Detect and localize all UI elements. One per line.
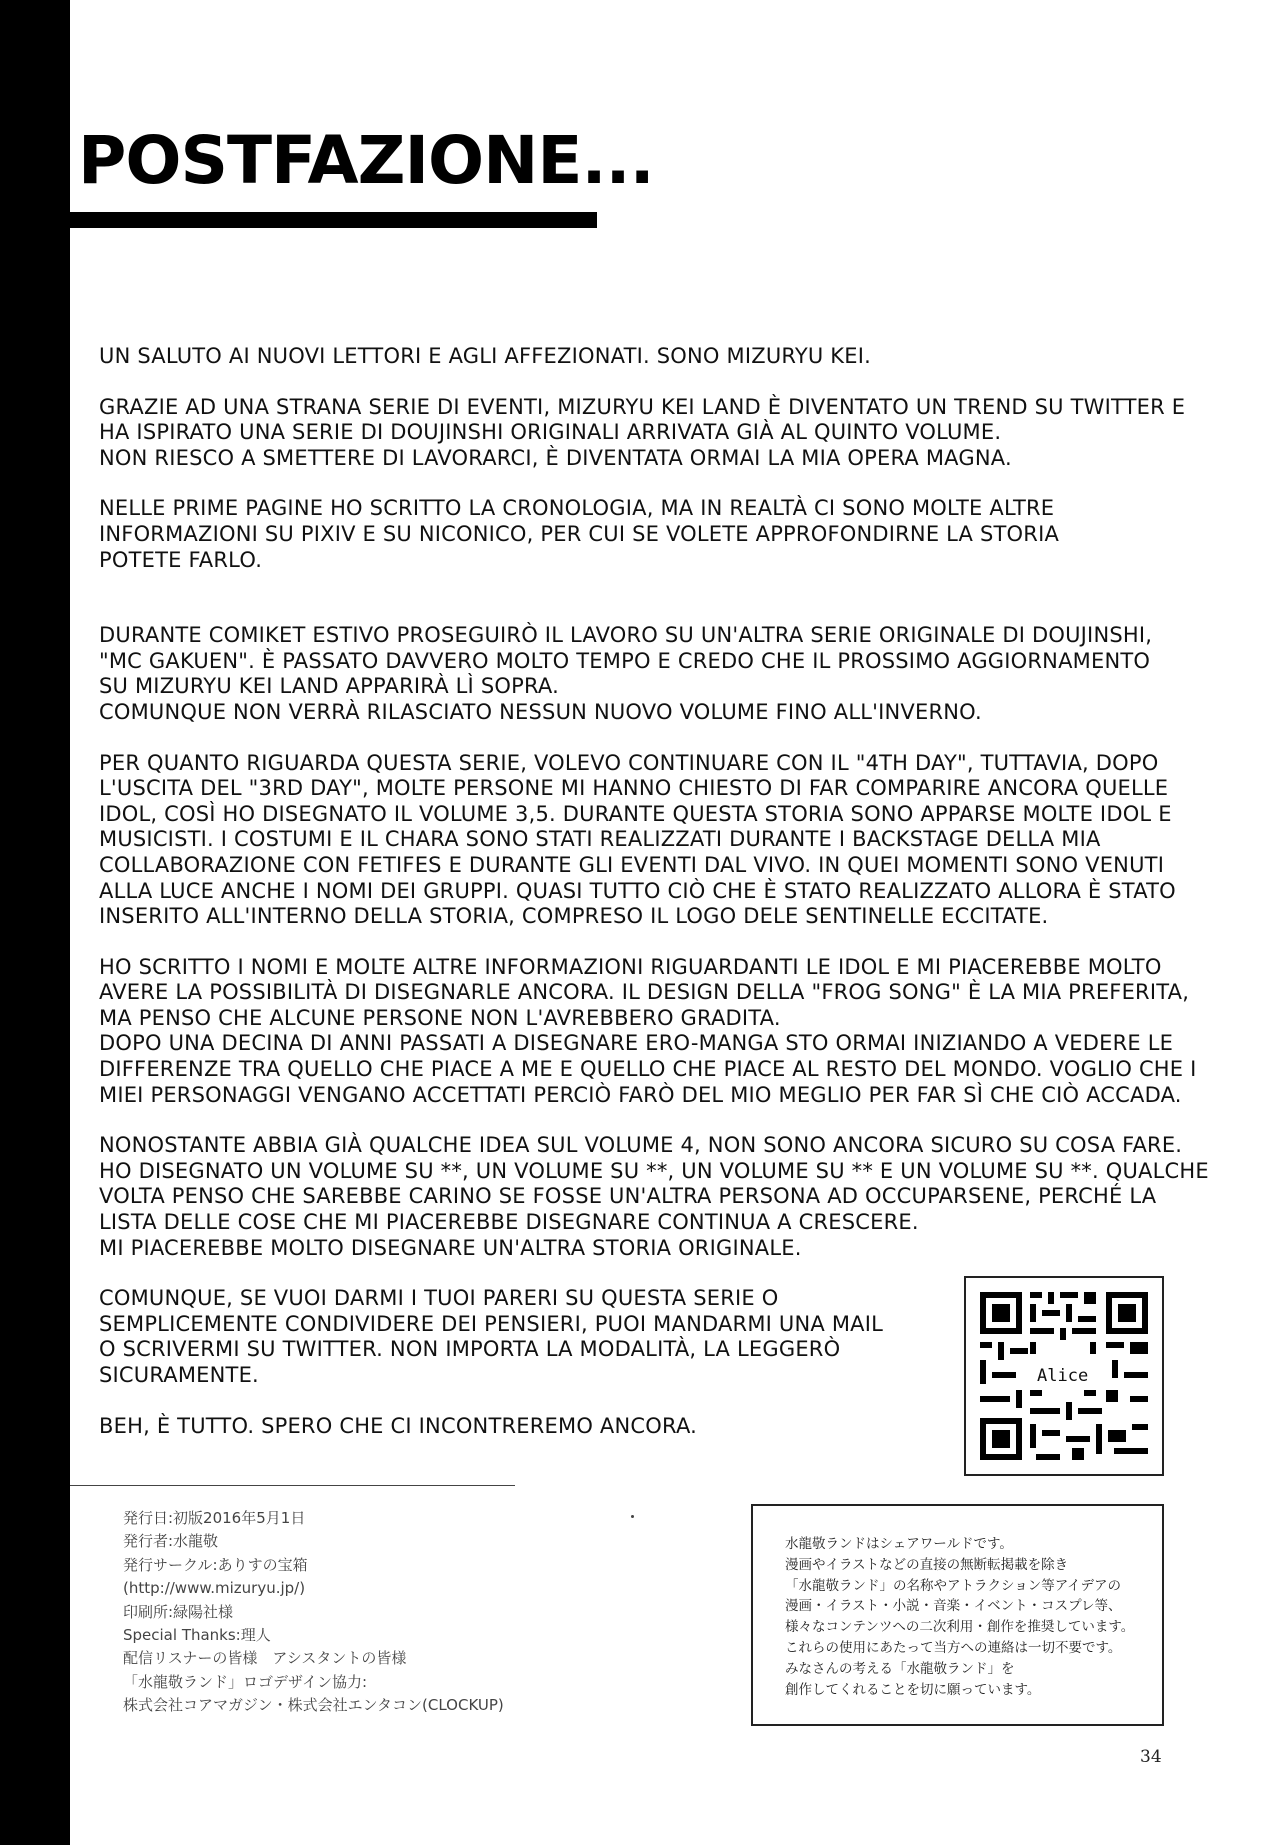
notice-line: 「水龍敬ランド」の名称やアトラクション等アイデアの: [785, 1577, 1122, 1594]
page-number: 34: [1140, 1747, 1162, 1767]
paragraph: NONOSTANTE ABBIA GIÀ QUALCHE IDEA SUL VOLUME 4, NON SONO ANCORA SICURO SU COSA FARE. HO DISEGNATO UN VOLUME SU **, UN VOLUME SU **, UN VOLUME SU ** E UN VOLUME SU **. QUALCHE VOLTA PENSO CHE SAREBBE CARINO SE FOSSE UN'ALTRA PERSONA AD OCCUPARSENE, PERCHÉ LA LISTA DELLE COSE CHE MI PIACEREBBE DISEGNARE CONTINUA A CRESCERE. MI PIACEREBBE MOLTO DISEGNARE UN'ALTRA STORIA ORIGINALE.: [99, 1133, 1209, 1260]
notice-line: 漫画・イラスト・小説・音楽・イベント・コスプレ等、: [785, 1598, 1122, 1615]
colophon-divider: [70, 1485, 515, 1486]
colophon-line: 発行者:水龍敬: [123, 1532, 219, 1551]
paragraph: UN SALUTO AI NUOVI LETTORI E AGLI AFFEZIONATI. SONO MIZURYU KEI.: [99, 344, 872, 368]
notice-line: みなさんの考える「水龍敬ランド」を: [785, 1660, 1015, 1677]
colophon-line: 印刷所:緑陽社様: [123, 1602, 234, 1621]
colophon-line: 発行サークル:ありすの宝箱: [123, 1555, 308, 1574]
colophon-line: 発行日:初版2016年5月1日: [123, 1509, 306, 1527]
paragraph: COMUNQUE, SE VUOI DARMI I TUOI PARERI SU QUESTA SERIE O SEMPLICEMENTE CONDIVIDERE DEI PENSIERI, PUOI MANDARMI UNA MAIL O SCRIVERMI SU TWITTER. NON IMPORTA LA MODALITÀ, LA LEGGERÒ SICURAMENTE.: [99, 1286, 884, 1387]
paragraph: DURANTE COMIKET ESTIVO PROSEGUIRÒ IL LAVORO SU UN'ALTRA SERIE ORIGINALE DI DOUJINSHI, "MC GAKUEN". È PASSATO DAVVERO MOLTO TEMPO E CREDO CHE IL PROSSIMO AGGIORNAMENTO SU MIZURYU KEI LAND APPARIRÀ LÌ SOPRA. COMUNQUE NON VERRÀ RILASCIATO NESSUN NUOVO VOLUME FINO ALL'INVERNO.: [99, 623, 1153, 724]
paragraph: NELLE PRIME PAGINE HO SCRITTO LA CRONOLOGIA, MA IN REALTÀ CI SONO MOLTE ALTRE INFORMAZIONI SU PIXIV E SU NICONICO, PER CUI SE VOLETE APPROFONDIRNE LA STORIA POTETE FARLO.: [99, 496, 1060, 572]
stray-dot: [631, 1515, 634, 1518]
colophon-line: 配信リスナーの皆様 アシスタントの皆様: [123, 1649, 407, 1668]
colophon-line: 株式会社コアマガジン・株式会社エンタコン(CLOCKUP): [123, 1696, 504, 1715]
notice-line: これらの使用にあたって当方への連絡は一切不要です。: [785, 1639, 1122, 1656]
colophon-line: 「水龍敬ランド」ロゴデザイン協力:: [123, 1672, 368, 1691]
title-underline: [70, 212, 597, 228]
colophon-line: Special Thanks:理人: [123, 1626, 271, 1645]
notice-line: 水龍敬ランドはシェアワールドです。: [785, 1536, 1013, 1552]
paragraph: HO SCRITTO I NOMI E MOLTE ALTRE INFORMAZIONI RIGUARDANTI LE IDOL E MI PIACEREBBE MOLTO AVERE LA POSSIBILITÀ DI DISEGNARLE ANCORA. IL DESIGN DELLA "FROG SONG" È LA MIA PREFERITA, MA PENSO CHE ALCUNE PERSONE NON L'AVREBBERO GRADITA. DOPO UNA DECINA DI ANNI PASSATI A DISEGNARE ERO-MANGA STO ORMAI INIZIANDO A VEDERE LE DIFFERENZE TRA QUELLO CHE PIACE A ME E QUELLO CHE PIACE AL RESTO DEL MONDO. VOGLIO CHE I MIEI PERSONAGGI VENGANO ACCETTATI PERCIÒ FARÒ DEL MIO MEGLIO PER FAR SÌ CHE CIÒ ACCADA.: [99, 954, 1197, 1107]
qr-code: [964, 1276, 1164, 1476]
notice-line: 漫画やイラストなどの直接の無断転掲載を除き: [785, 1556, 1069, 1573]
paragraph: GRAZIE AD UNA STRANA SERIE DI EVENTI, MIZURYU KEI LAND È DIVENTATO UN TREND SU TWITTER E HA ISPIRATO UNA SERIE DI DOUJINSHI ORIGINALI ARRIVATA GIÀ AL QUINTO VOLUME. NON RIESCO A SMETTERE DI LAVORARCI, È DIVENTATA ORMAI LA MIA OPERA MAGNA.: [99, 394, 1186, 470]
paragraph: PER QUANTO RIGUARDA QUESTA SERIE, VOLEVO CONTINUARE CON IL "4TH DAY", TUTTAVIA, DOPO L'USCITA DEL "3RD DAY", MOLTE PERSONE MI HANNO CHIESTO DI FAR COMPARIRE ANCORA QUELLE IDOL, COSÌ HO DISEGNATO IL VOLUME 3,5. DURANTE QUESTA STORIA SONO APPARSE MOLTE IDOL E MUSICISTI. I COSTUMI E IL CHARA SONO STATI REALIZZATI DURANTE I BACKSTAGE DELLA MIA COLLABORAZIONE CON FETIFES E DURANTE GLI EVENTI DAL VIVO. IN QUEI MOMENTI SONO VENUTI ALLA LUCE ANCHE I NOMI DEI GRUPPI. QUASI TUTTO CIÒ CHE È STATO REALIZZATO ALLORA È STATO INSERITO ALL'INTERNO DELLA STORIA, COMPRESO IL LOGO DELE SENTINELLE ECCITATE.: [99, 750, 1176, 929]
page-title: POSTFAZIONE...: [78, 122, 654, 199]
notice-line: 創作してくれることを切に願っています。: [785, 1681, 1041, 1698]
qr-label: Alice: [1034, 1366, 1091, 1386]
left-margin-bar: [0, 0, 70, 1845]
share-world-notice: [751, 1504, 1164, 1726]
notice-line: 様々なコンテンツへの二次利用・創作を推奨しています。: [785, 1619, 1135, 1636]
colophon-line: (http://www.mizuryu.jp/): [123, 1579, 306, 1598]
colophon: [123, 1507, 504, 1718]
paragraph: BEH, È TUTTO. SPERO CHE CI INCONTREREMO ANCORA.: [99, 1413, 698, 1438]
